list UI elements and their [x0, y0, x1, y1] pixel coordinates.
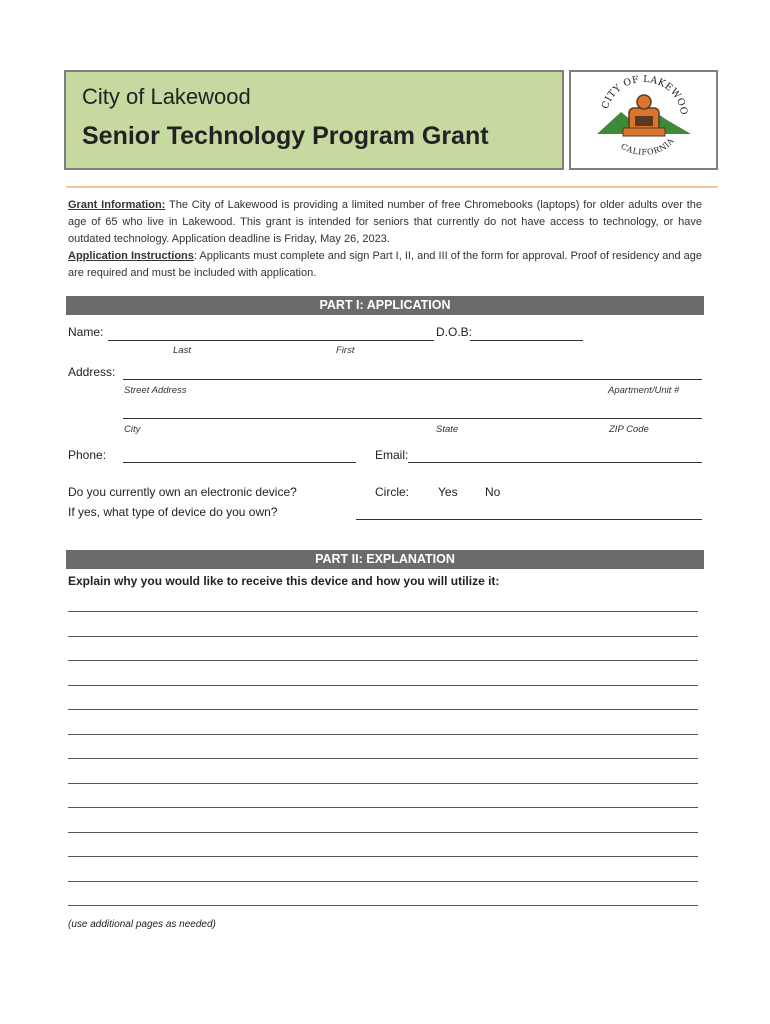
email-field[interactable] [408, 462, 702, 463]
circle-label: Circle: [375, 485, 410, 499]
grant-information-label: Grant Information: [68, 199, 166, 211]
phone-field[interactable] [123, 462, 356, 463]
explanation-line[interactable] [68, 783, 698, 784]
device-type-question: If yes, what type of device do you own? [68, 505, 278, 519]
yes-option[interactable]: Yes [438, 485, 458, 499]
part2-header: PART II: EXPLANATION [66, 550, 704, 569]
city-seal [569, 70, 718, 170]
address-label: Address: [68, 365, 116, 379]
explanation-line[interactable] [68, 758, 698, 759]
device-type-field[interactable] [356, 519, 702, 520]
first-name-caption: First [336, 345, 355, 356]
additional-pages-note: (use additional pages as needed) [68, 919, 216, 930]
email-label: Email: [375, 448, 409, 462]
grant-information [68, 197, 702, 248]
apartment-caption: Apartment/Unit # [608, 385, 680, 396]
explanation-line[interactable] [68, 881, 698, 882]
last-name-caption: Last [173, 345, 191, 356]
city-caption: City [124, 424, 141, 435]
explanation-line[interactable] [68, 832, 698, 833]
street-address-field[interactable] [123, 379, 702, 380]
city-seal-icon [571, 72, 716, 168]
explanation-line[interactable] [68, 807, 698, 808]
phone-label: Phone: [68, 448, 107, 462]
zip-caption: ZIP Code [609, 424, 649, 435]
explanation-line[interactable] [68, 636, 698, 637]
title-box [64, 70, 564, 170]
explanation-line[interactable] [68, 856, 698, 857]
city-name: City of Lakewood [82, 84, 251, 109]
program-title: Senior Technology Program Grant [82, 122, 489, 150]
seal-top-text: CITY OF LAKEWOO [599, 73, 690, 116]
svg-text:CALIFORNIA [619, 136, 675, 156]
city-state-zip-field[interactable] [123, 418, 702, 419]
dob-label: D.O.B: [436, 325, 473, 339]
seal-bottom-text: CALIFORNIA [619, 136, 676, 157]
application-instructions-text: : Applicants must complete and sign Part I, II, and III of the form for approval. Proof of residency and age are required and must be included with application. [68, 250, 703, 279]
explanation-prompt: Explain why you would like to receive this device and how you will utilize it: [68, 574, 500, 588]
explanation-line[interactable] [68, 685, 698, 686]
grant-information-text: The City of Lakewood is providing a limited number of free Chromebooks (laptops) for older adults over the age of 65 who live in Lakewood. This grant is intended for seniors that currently do not have access to technology, or have outdated technology. Application deadline is Friday, May 26, 2023. [68, 199, 702, 245]
explanation-line[interactable] [68, 660, 698, 661]
header-divider [66, 186, 718, 188]
explanation-line[interactable] [68, 734, 698, 735]
name-field[interactable] [108, 340, 434, 341]
application-instructions-label: Application Instructions [68, 250, 194, 262]
explanation-line[interactable] [68, 709, 698, 710]
dob-field[interactable] [470, 340, 583, 341]
no-option[interactable]: No [485, 485, 501, 499]
application-instructions [68, 248, 702, 282]
explanation-line[interactable] [68, 905, 698, 906]
explanation-line[interactable] [68, 611, 698, 612]
part1-header: PART I: APPLICATION [66, 296, 704, 315]
device-question: Do you currently own an electronic device? [68, 485, 297, 499]
street-address-caption: Street Address [124, 385, 187, 396]
state-caption: State [436, 424, 459, 435]
intro-text [68, 197, 702, 282]
name-label: Name: [68, 325, 104, 339]
